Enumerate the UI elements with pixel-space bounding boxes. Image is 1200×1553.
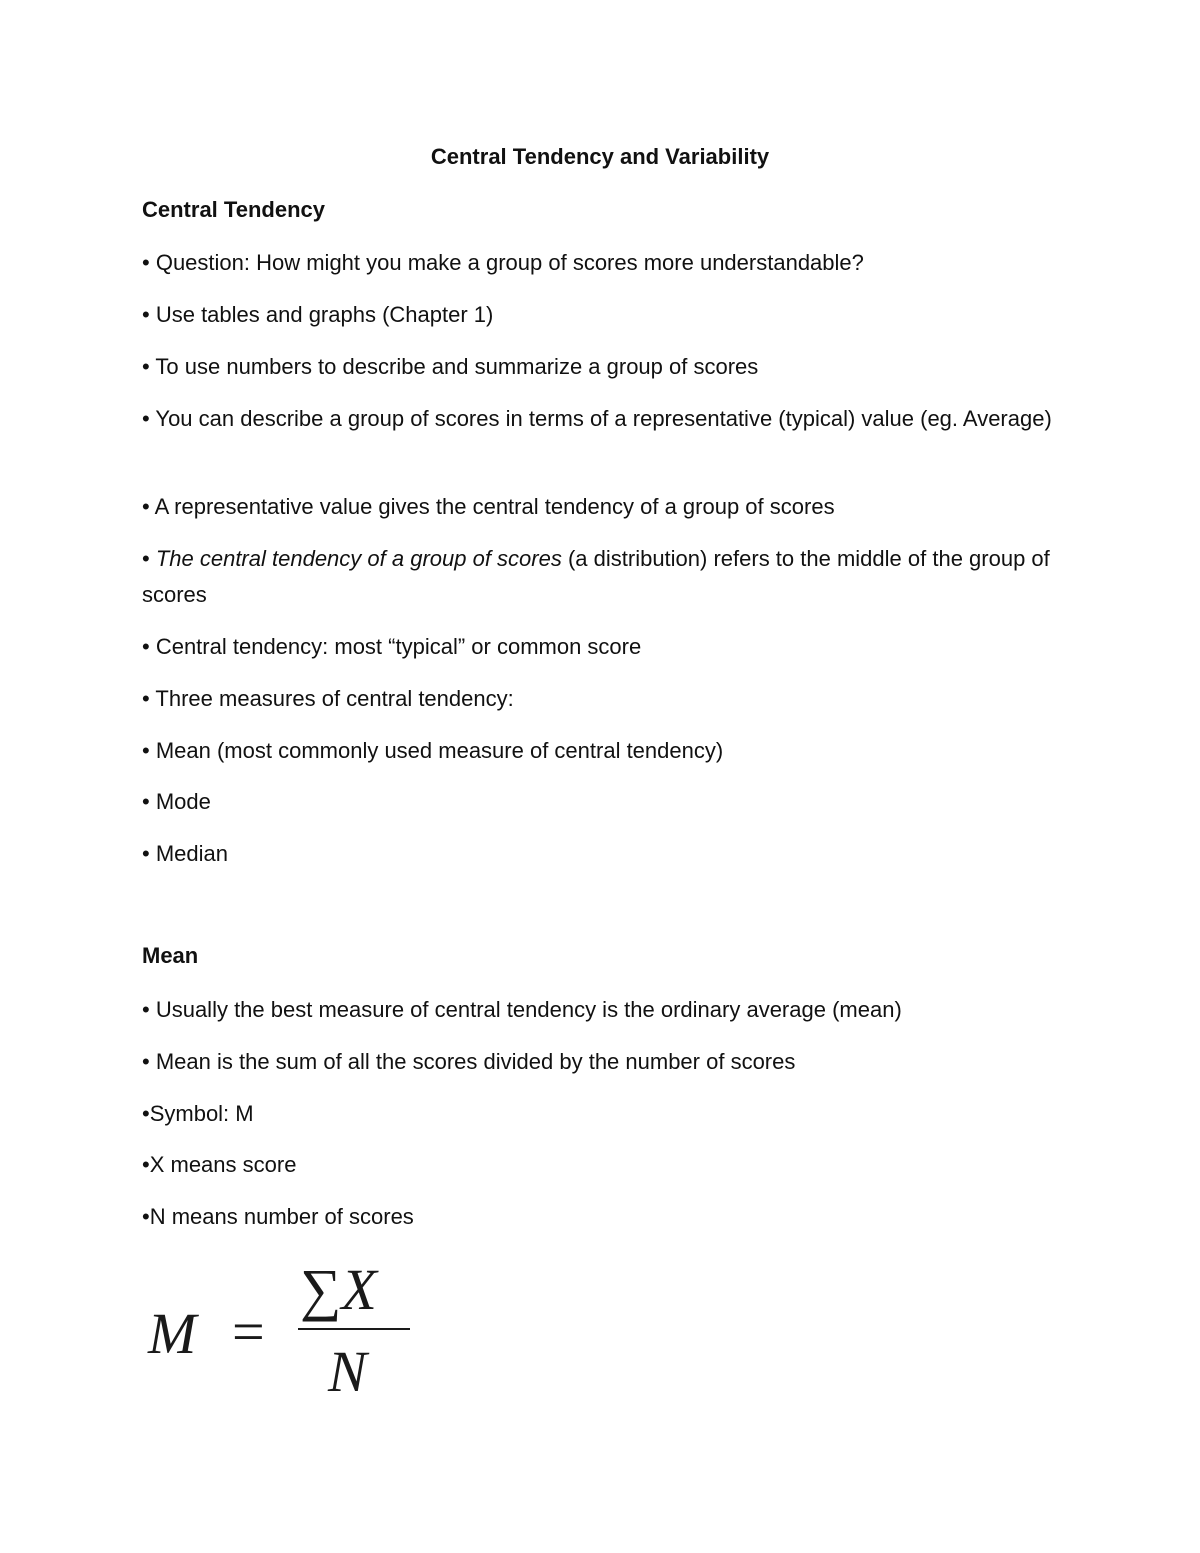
bullet-item <box>142 681 1052 717</box>
bullet-glyph: • <box>142 250 150 275</box>
bullet-glyph: • <box>142 1049 150 1074</box>
bullet-text: Question: How might you make a group of scores more understandable? <box>155 250 864 275</box>
bullet-text: Median <box>155 841 228 866</box>
bullet-text: A representative value gives the central tendency of a group of scores <box>154 494 835 519</box>
bullet-item <box>142 245 1052 281</box>
bullet-glyph: • <box>142 789 150 814</box>
bullet-item <box>142 629 1052 665</box>
bullet-glyph: • <box>142 634 150 659</box>
bullet-item <box>142 297 1052 333</box>
formula-equals: = <box>232 1299 265 1364</box>
bullet-glyph: • <box>142 494 150 519</box>
bullet-item <box>142 1044 1052 1080</box>
page-title: Central Tendency and Variability <box>430 144 770 169</box>
bullet-item <box>142 992 1052 1028</box>
formula-denominator: N <box>328 1339 367 1404</box>
bullet-text: Mode <box>155 789 211 814</box>
bullet-item: •X means score <box>142 1152 297 1177</box>
bullet-item: •N means number of scores <box>142 1204 414 1229</box>
bullet-item <box>142 836 1052 872</box>
bullet-glyph: • <box>142 302 150 327</box>
bullet-text: Three measures of central tendency: <box>155 686 514 711</box>
bullet-text: Mean (most commonly used measure of central tendency) <box>155 738 724 763</box>
bullet-glyph: • <box>142 738 150 763</box>
bullet-glyph: • <box>142 546 150 571</box>
bullet-item <box>142 401 1052 437</box>
formula-numerator-var: X <box>341 1257 377 1322</box>
section-heading-mean: Mean <box>142 943 199 968</box>
bullet-text: Use tables and graphs (Chapter 1) <box>155 302 494 327</box>
section-heading-central-tendency: Central Tendency <box>142 197 325 222</box>
bullet-text: To use numbers to describe and summarize a group of scores <box>155 354 759 379</box>
sigma-symbol: ∑ <box>300 1257 342 1322</box>
bullet-text-italic: The central tendency of a group of scores <box>155 546 562 571</box>
bullet-item <box>142 784 1052 820</box>
formula-numerator <box>300 1256 377 1323</box>
bullet-glyph: • <box>142 354 150 379</box>
bullet-glyph: • <box>142 841 150 866</box>
bullet-item <box>142 541 1052 613</box>
fraction-bar <box>298 1328 410 1330</box>
bullet-glyph: • <box>142 686 150 711</box>
bullet-item <box>142 489 1052 525</box>
bullet-text: Central tendency: most “typical” or common score <box>155 634 642 659</box>
bullet-text: Mean is the sum of all the scores divided by the number of scores <box>155 1049 796 1074</box>
bullet-text: You can describe a group of scores in terms of a representative (typical) value (eg. Average) <box>155 406 1052 431</box>
bullet-glyph: • <box>142 997 150 1022</box>
bullet-glyph: • <box>142 406 150 431</box>
bullet-text: (a distribution) refers to the middle of the group of scores <box>142 546 1050 607</box>
bullet-text: Usually the best measure of central tendency is the ordinary average (mean) <box>155 997 902 1022</box>
bullet-item <box>142 349 1052 385</box>
bullet-item <box>142 733 1052 769</box>
mean-formula <box>148 1258 418 1408</box>
formula-lhs: M <box>148 1301 197 1366</box>
bullet-item: •Symbol: M <box>142 1101 254 1126</box>
